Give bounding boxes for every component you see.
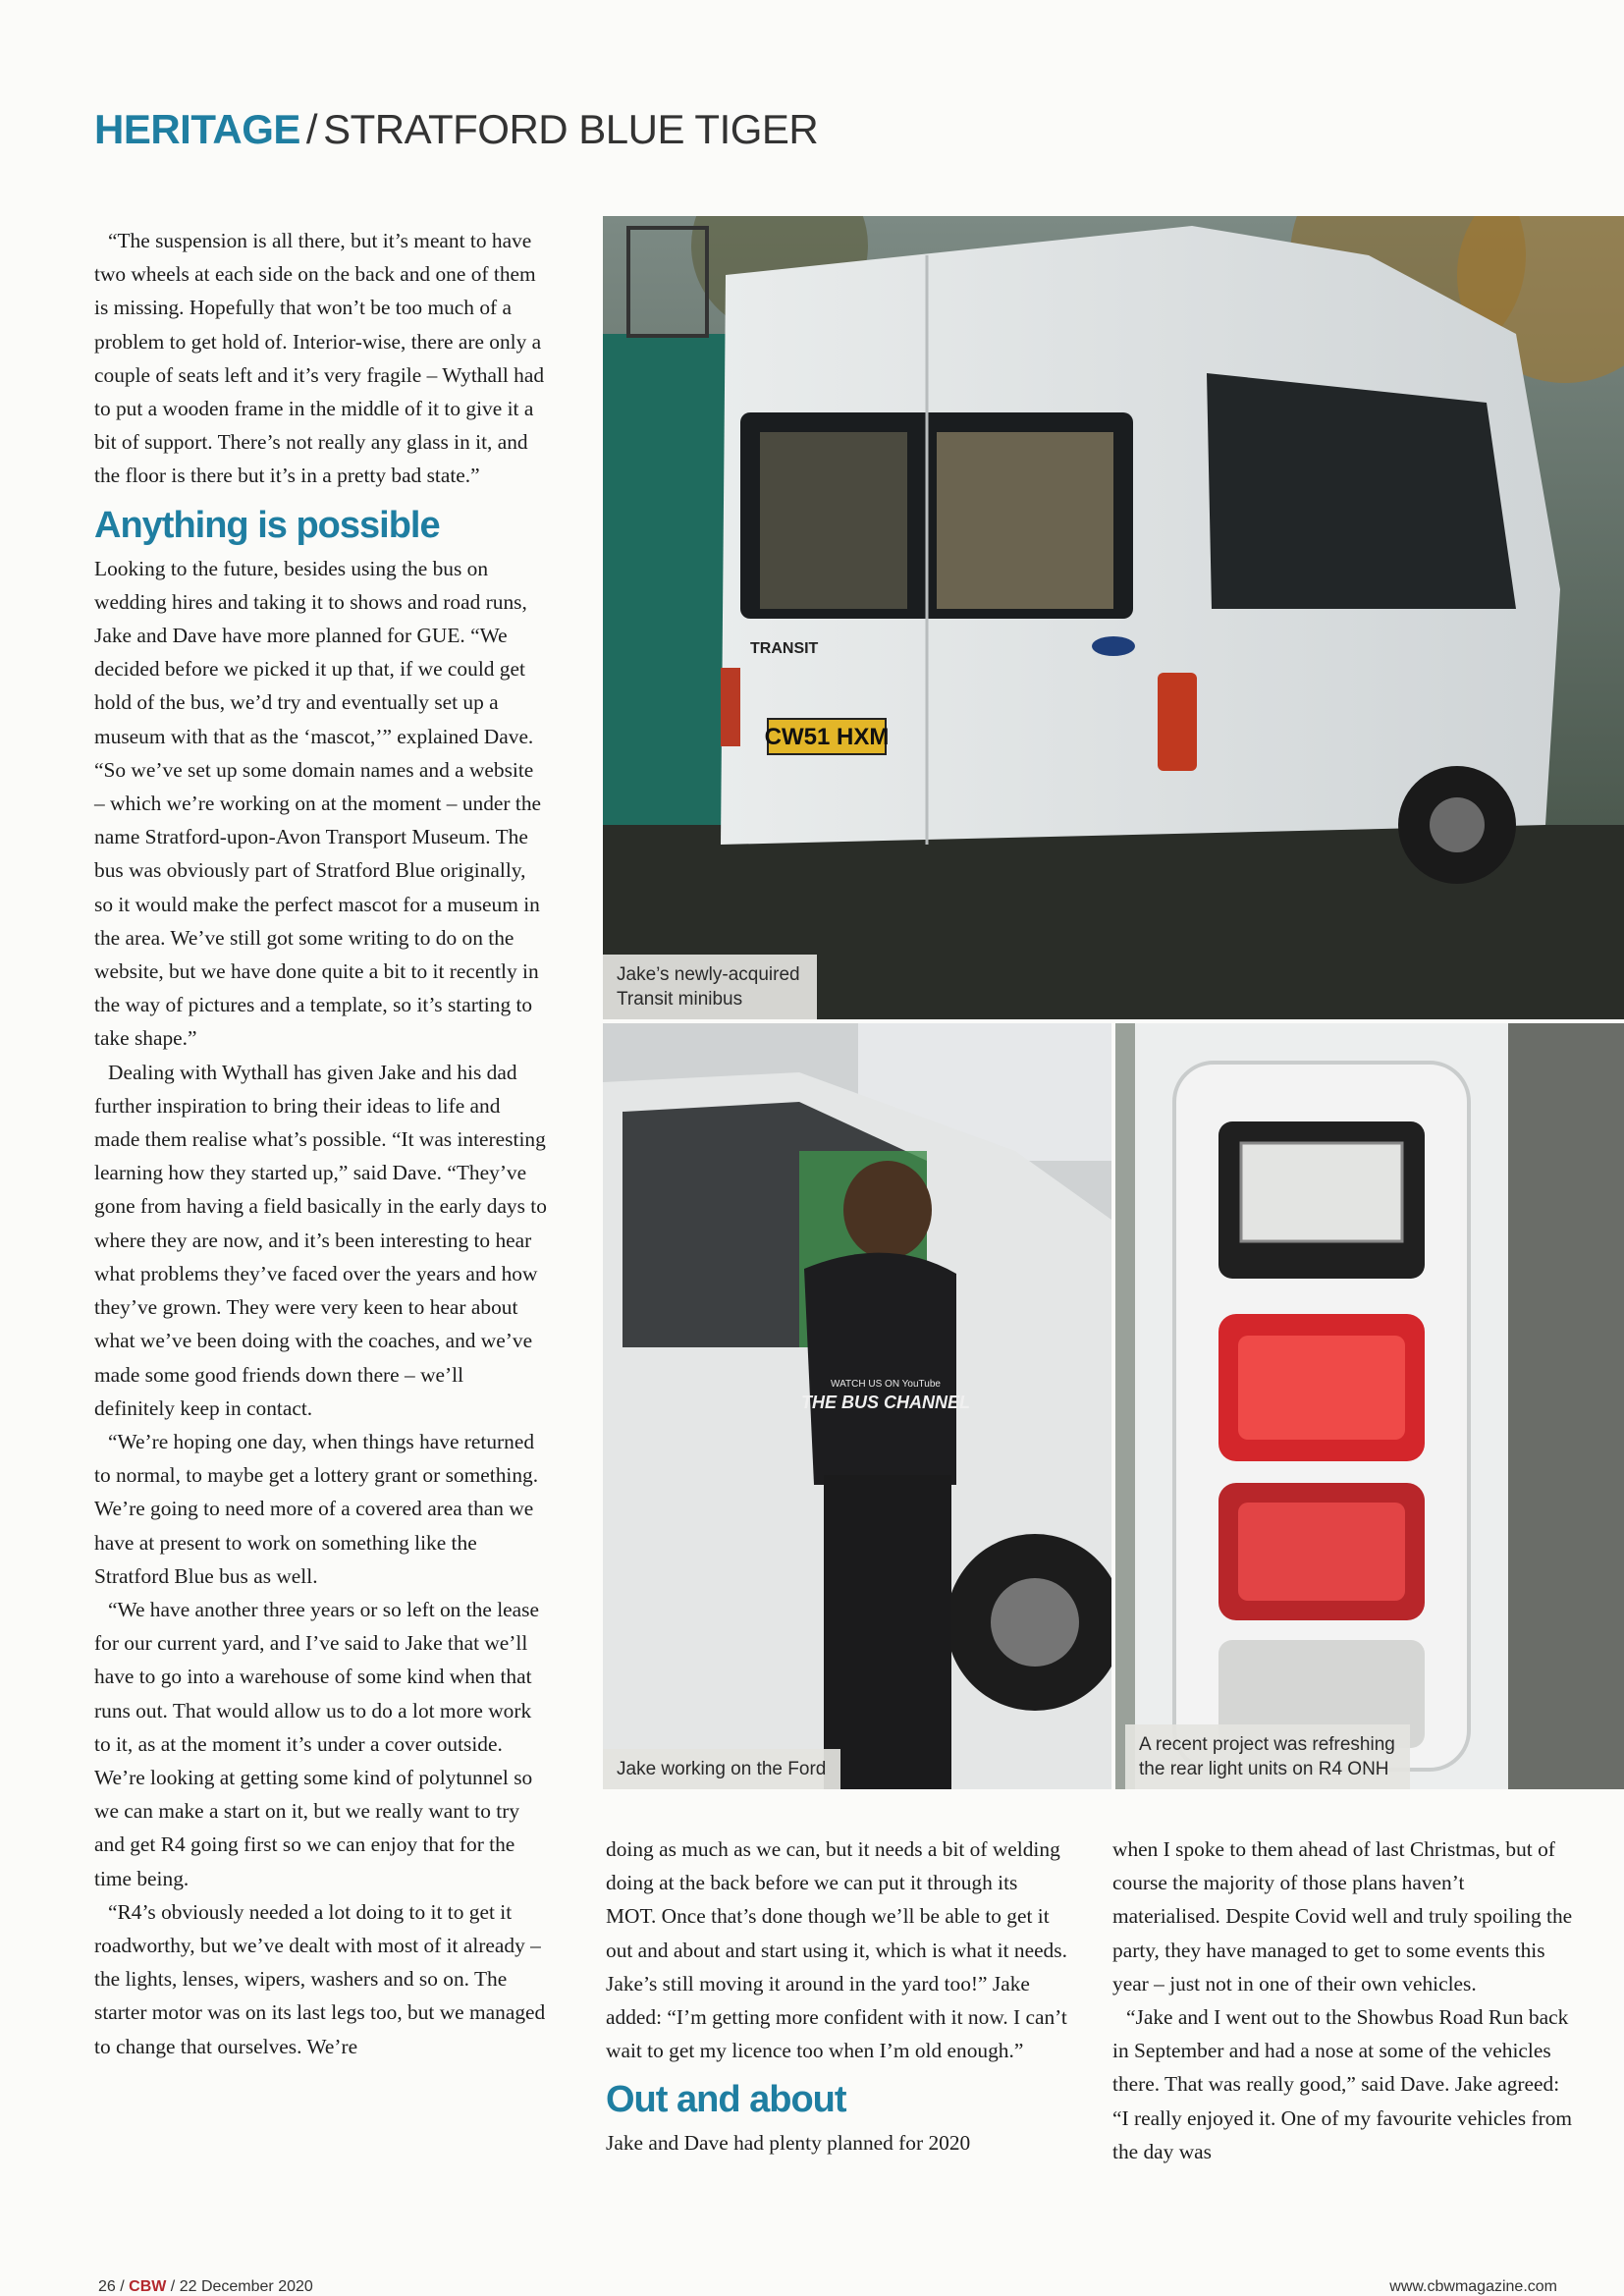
subheading-anything-is-possible: Anything is possible bbox=[94, 504, 440, 546]
paragraph: Jake and Dave had plenty planned for 2020 bbox=[606, 2131, 971, 2156]
paragraph: Looking to the future, besides using the bus on wedding hires and taking it to shows and road runs, Jake and Dave have more planned for GUE. “We decided before we picked it up that, if we could get hold of the bus, we’d try and eventually set up a museum with that as the ‘mascot,’” explained Dave. “So we’ve set up some domain names and a website – which we’re working on at the moment – under the name Stratford-upon-Avon Transport Museum. The bus was obviously part of Stratford Blue originally, so it would make the perfect mascot for a museum in the area. We’ve still got some writing to do on the website, but we have done quite a bit to it recently in the way of pictures and a template, so it’s starting to take shape.” bbox=[94, 556, 542, 1051]
paragraph: when I spoke to them ahead of last Christmas, but of course the majority of those plans haven’t materialised. Despite Covid well and truly spoiling the party, they have managed to get to some events this year – just not in one of their own vehicles. bbox=[1112, 1837, 1573, 1995]
page-number: 26 bbox=[98, 2278, 116, 2295]
magazine-url[interactable]: www.cbwmagazine.com bbox=[1389, 2278, 1557, 2295]
van-badge-text: TRANSIT bbox=[750, 640, 819, 657]
jake-illustration bbox=[603, 1023, 1111, 1789]
photo-jake-working bbox=[603, 1023, 1111, 1789]
header-separator: / bbox=[305, 106, 318, 152]
paragraph: Dealing with Wythall has given Jake and his dad further inspiration to bring their ideas to life and made them realise what’s possible. “It was interesting learning how they started up,” said Dave. “They’ve gone from having a field basically in the early days to where they are now, and it’s been interesting to hear what problems they’ve faced over the years and how they’ve grown. They were very keen to hear about what we’ve been doing with the coaches, and we’ve made some good friends down there – we’ll definitely keep in contact. bbox=[94, 1060, 547, 1420]
section-header bbox=[94, 106, 818, 153]
van-illustration bbox=[603, 216, 1624, 1019]
photo-caption: Jake’s newly-acquired Transit minibus bbox=[603, 955, 817, 1019]
article-topic: STRATFORD BLUE TIGER bbox=[323, 106, 819, 152]
section-label: HERITAGE bbox=[94, 106, 300, 152]
photo-transit-minibus bbox=[603, 216, 1624, 1019]
page-footer: 26 / CBW / 22 December 2020 bbox=[98, 2278, 313, 2295]
photo-rear-lights bbox=[1115, 1023, 1624, 1789]
lights-illustration bbox=[1115, 1023, 1624, 1789]
van-plate-text: CW51 HXM bbox=[764, 724, 890, 750]
paragraph: doing as much as we can, but it needs a bit of welding doing at the back before we can put it through its MOT. Once that’s done though we’ll be able to get it out and about and start using it, which is what it needs. Jake’s still moving it around in the yard too!” Jake added: “I’m getting more confident with it now. I can’t wait to get my licence too when I’m old enough.” bbox=[606, 1837, 1067, 2063]
magazine-brand: CBW bbox=[129, 2278, 167, 2295]
paragraph: “The suspension is all there, but it’s meant to have two wheels at each side on the back and one of them is missing. Hopefully that won’t be too much of a problem to get hold of. Interior-wise, there are only a couple of seats left and it’s very fragile – Wythall had to put a wooden frame in the middle of it to give it a bit of support. There’s not really any glass in it, and the floor is there but it’s in a pretty bad state.” bbox=[94, 229, 545, 488]
paragraph: “Jake and I went out to the Showbus Road Run back in September and had a nose at some of the vehicles there. That was really good,” said Dave. Jake agreed: “I really enjoyed it. One of my favourite vehicles from the day was bbox=[1112, 2005, 1573, 2163]
shirt-text-line1: WATCH US ON YouTube bbox=[831, 1379, 941, 1390]
text-column-1 bbox=[94, 224, 548, 2063]
paragraph: “We’re hoping one day, when things have returned to normal, to maybe get a lottery grant or something. We’re going to need more of a covered area than we have at present to work on something like the Stratford Blue bus as well. bbox=[94, 1429, 539, 1588]
photo-caption: Jake working on the Ford bbox=[603, 1749, 840, 1789]
shirt-text-line2: THE BUS CHANNEL bbox=[800, 1393, 971, 1412]
issue-date: 22 December 2020 bbox=[179, 2278, 313, 2295]
photo-caption: A recent project was refreshing the rear light units on R4 ONH bbox=[1125, 1724, 1410, 1789]
text-column-2 bbox=[606, 1832, 1067, 2160]
subheading-out-and-about: Out and about bbox=[606, 2079, 846, 2121]
paragraph: “We have another three years or so left on the lease for our current yard, and I’ve said to Jake that we’ll have to go into a warehouse of some kind when that runs out. That would allow us to do a lot more work to it, as at the moment it’s under a cover outside. We’re looking at getting some kind of polytunnel so we can make a start on it, but we really want to try and get R4 going first so we can enjoy that for the time being. bbox=[94, 1597, 539, 1890]
text-column-3 bbox=[1112, 1832, 1574, 2168]
paragraph: “R4’s obviously needed a lot doing to it to get it roadworthy, but we’ve dealt with most of it already – the lights, lenses, wipers, washers and so on. The starter motor was on its last legs too, but we managed to change that ourselves. We’re bbox=[94, 1899, 546, 2058]
